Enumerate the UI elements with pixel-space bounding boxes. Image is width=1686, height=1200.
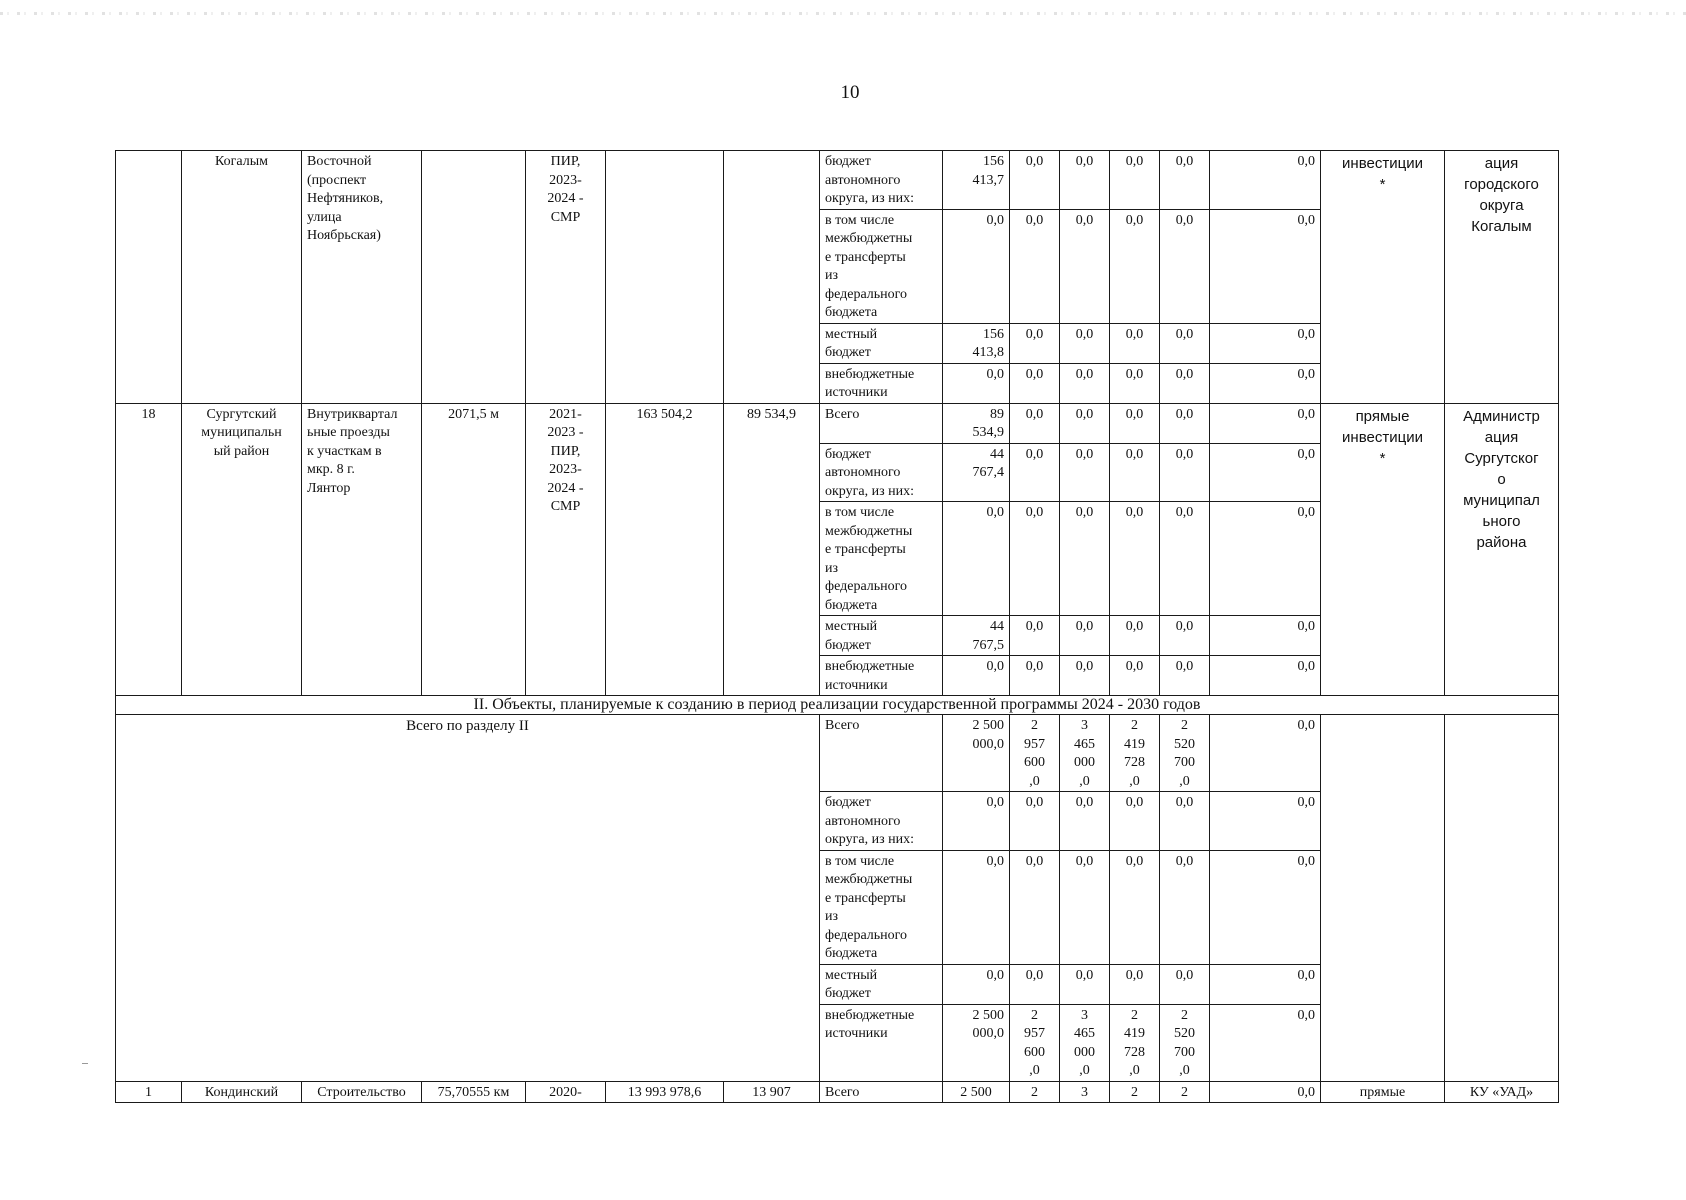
cell-year5: 0,0 <box>1210 323 1321 363</box>
cell-year3: 0,0 <box>1110 964 1160 1004</box>
cell-year2: 0,0 <box>1060 209 1110 323</box>
cell-total: 156 413,8 <box>943 323 1010 363</box>
cell-customer: КУ «УАД» <box>1445 1081 1559 1103</box>
cell-source: в том числе межбюджетны е трансферты из федерального бюджета <box>820 209 943 323</box>
cell-year4: 0,0 <box>1160 403 1210 443</box>
cell-year2: 3 <box>1060 1081 1110 1103</box>
cell-total: 44 767,4 <box>943 443 1010 502</box>
cell-estimate <box>606 151 724 404</box>
cell-year2: 0,0 <box>1060 964 1110 1004</box>
cell-total: 44 767,5 <box>943 616 1010 656</box>
cell-year3: 2 419 728 ,0 <box>1110 715 1160 792</box>
cell-year5: 0,0 <box>1210 502 1321 616</box>
cell-year3: 0,0 <box>1110 792 1160 851</box>
cell-num <box>116 151 182 404</box>
cell-year1: 0,0 <box>1010 323 1060 363</box>
cell-year2: 0,0 <box>1060 616 1110 656</box>
cell-year5: 0,0 <box>1210 403 1321 443</box>
cell-num: 1 <box>116 1081 182 1103</box>
cell-year4: 2 520 700 ,0 <box>1160 1004 1210 1081</box>
cell-mechanism: прямые инвестиции * <box>1321 403 1445 696</box>
table-row <box>116 715 1559 792</box>
cell-year5: 0,0 <box>1210 209 1321 323</box>
cell-year5: 0,0 <box>1210 715 1321 792</box>
section-title: II. Объекты, планируемые к созданию в период реализации государственной программы 2024 - 2030 годов <box>116 696 1559 715</box>
cell-year4: 0,0 <box>1160 323 1210 363</box>
table-row <box>116 151 1559 210</box>
page-number: 10 <box>840 82 860 103</box>
cell-mechanism: прямые <box>1321 1081 1445 1103</box>
cell-year4: 0,0 <box>1160 792 1210 851</box>
cell-year1: 0,0 <box>1010 151 1060 210</box>
cell-total: 2 500 <box>943 1081 1010 1103</box>
cell-year3: 0,0 <box>1110 616 1160 656</box>
cell-source: внебюджетные источники <box>820 1004 943 1081</box>
cell-municipality: Сургутский муниципальн ый район <box>182 403 302 696</box>
cell-year1: 0,0 <box>1010 502 1060 616</box>
cell-year2: 0,0 <box>1060 403 1110 443</box>
cell-source: Всего <box>820 1081 943 1103</box>
cell-year4: 0,0 <box>1160 850 1210 964</box>
cell-year3: 0,0 <box>1110 850 1160 964</box>
cell-stage: 2021- 2023 - ПИР, 2023- 2024 - СМР <box>526 403 606 696</box>
cell-year2: 0,0 <box>1060 363 1110 403</box>
cell-year1: 0,0 <box>1010 792 1060 851</box>
cell-source: в том числе межбюджетны е трансферты из федерального бюджета <box>820 850 943 964</box>
cell-source: внебюджетные источники <box>820 363 943 403</box>
cell-year1: 2 957 600 ,0 <box>1010 1004 1060 1081</box>
cell-total: 0,0 <box>943 363 1010 403</box>
cell-mechanism: инвестиции * <box>1321 151 1445 404</box>
section-total-label: Всего по разделу II <box>116 715 820 1082</box>
cell-source: Всего <box>820 403 943 443</box>
cell-year4: 0,0 <box>1160 616 1210 656</box>
cell-year3: 0,0 <box>1110 403 1160 443</box>
scan-speck <box>82 1063 88 1064</box>
cell-year3: 0,0 <box>1110 443 1160 502</box>
cell-source: бюджет автономного округа, из них: <box>820 151 943 210</box>
cell-source: местный бюджет <box>820 964 943 1004</box>
cell-stage: 2020- <box>526 1081 606 1103</box>
cell-object: Восточной (проспект Нефтяников, улица Ноябрьская) <box>302 151 422 404</box>
cell-year4: 0,0 <box>1160 363 1210 403</box>
cell-mechanism <box>1321 715 1445 1082</box>
cell-year5: 0,0 <box>1210 616 1321 656</box>
cell-year4: 0,0 <box>1160 151 1210 210</box>
cell-year1: 0,0 <box>1010 616 1060 656</box>
cell-year5: 0,0 <box>1210 1081 1321 1103</box>
cell-year2: 3 465 000 ,0 <box>1060 1004 1110 1081</box>
cell-total: 2 500 000,0 <box>943 1004 1010 1081</box>
cell-year1: 0,0 <box>1010 443 1060 502</box>
table-row <box>116 403 1559 443</box>
cell-year2: 0,0 <box>1060 443 1110 502</box>
cell-year5: 0,0 <box>1210 443 1321 502</box>
cell-total: 0,0 <box>943 964 1010 1004</box>
cell-year3: 0,0 <box>1110 656 1160 696</box>
cell-year2: 0,0 <box>1060 502 1110 616</box>
cell-year1: 0,0 <box>1010 403 1060 443</box>
cell-year3: 2 <box>1110 1081 1160 1103</box>
cell-year1: 0,0 <box>1010 964 1060 1004</box>
cell-year5: 0,0 <box>1210 964 1321 1004</box>
cell-municipality: Кондинский <box>182 1081 302 1103</box>
cell-year5: 0,0 <box>1210 151 1321 210</box>
cell-municipality: Когалым <box>182 151 302 404</box>
cell-remaining: 89 534,9 <box>724 403 820 696</box>
cell-total: 0,0 <box>943 502 1010 616</box>
cell-object: Строительство <box>302 1081 422 1103</box>
cell-source: бюджет автономного округа, из них: <box>820 443 943 502</box>
cell-num: 18 <box>116 403 182 696</box>
cell-total: 2 500 000,0 <box>943 715 1010 792</box>
cell-year1: 2 <box>1010 1081 1060 1103</box>
cell-year4: 0,0 <box>1160 964 1210 1004</box>
investment-objects-table <box>115 150 1559 1103</box>
cell-year5: 0,0 <box>1210 792 1321 851</box>
cell-year5: 0,0 <box>1210 850 1321 964</box>
cell-remaining <box>724 151 820 404</box>
cell-source: местный бюджет <box>820 616 943 656</box>
cell-year1: 0,0 <box>1010 363 1060 403</box>
cell-year4: 0,0 <box>1160 656 1210 696</box>
cell-year3: 0,0 <box>1110 502 1160 616</box>
cell-year2: 0,0 <box>1060 151 1110 210</box>
cell-source: местный бюджет <box>820 323 943 363</box>
cell-year5: 0,0 <box>1210 363 1321 403</box>
cell-estimate: 163 504,2 <box>606 403 724 696</box>
cell-customer: Администр ация Сургутског о муниципал ьного района <box>1445 403 1559 696</box>
cell-year2: 0,0 <box>1060 656 1110 696</box>
cell-year1: 0,0 <box>1010 209 1060 323</box>
cell-year3: 0,0 <box>1110 363 1160 403</box>
cell-capacity: 75,70555 км <box>422 1081 526 1103</box>
cell-total: 0,0 <box>943 656 1010 696</box>
cell-year1: 0,0 <box>1010 656 1060 696</box>
cell-year1: 2 957 600 ,0 <box>1010 715 1060 792</box>
cell-capacity <box>422 151 526 404</box>
cell-remaining: 13 907 <box>724 1081 820 1103</box>
cell-year2: 0,0 <box>1060 850 1110 964</box>
section-header-row <box>116 696 1559 715</box>
cell-object: Внутриквартал ьные проезды к участкам в мкр. 8 г. Лянтор <box>302 403 422 696</box>
cell-year5: 0,0 <box>1210 656 1321 696</box>
cell-year1: 0,0 <box>1010 850 1060 964</box>
cell-customer <box>1445 715 1559 1082</box>
cell-year4: 0,0 <box>1160 209 1210 323</box>
cell-total: 0,0 <box>943 792 1010 851</box>
cell-year2: 0,0 <box>1060 323 1110 363</box>
cell-source: Всего <box>820 715 943 792</box>
cell-total: 89 534,9 <box>943 403 1010 443</box>
cell-total: 156 413,7 <box>943 151 1010 210</box>
cell-year3: 0,0 <box>1110 209 1160 323</box>
cell-stage: ПИР, 2023- 2024 - СМР <box>526 151 606 404</box>
cell-total: 0,0 <box>943 209 1010 323</box>
cell-year4: 0,0 <box>1160 443 1210 502</box>
cell-year5: 0,0 <box>1210 1004 1321 1081</box>
cell-source: внебюджетные источники <box>820 656 943 696</box>
cell-year2: 3 465 000 ,0 <box>1060 715 1110 792</box>
cell-year3: 2 419 728 ,0 <box>1110 1004 1160 1081</box>
cell-year4: 2 <box>1160 1081 1210 1103</box>
cell-year4: 2 520 700 ,0 <box>1160 715 1210 792</box>
table-row <box>116 1081 1559 1103</box>
cell-total: 0,0 <box>943 850 1010 964</box>
cell-year2: 0,0 <box>1060 792 1110 851</box>
cell-customer: ация городского округа Когалым <box>1445 151 1559 404</box>
cell-source: в том числе межбюджетны е трансферты из федерального бюджета <box>820 502 943 616</box>
cell-year3: 0,0 <box>1110 151 1160 210</box>
cell-source: бюджет автономного округа, из них: <box>820 792 943 851</box>
cell-estimate: 13 993 978,6 <box>606 1081 724 1103</box>
cell-capacity: 2071,5 м <box>422 403 526 696</box>
cell-year3: 0,0 <box>1110 323 1160 363</box>
cell-year4: 0,0 <box>1160 502 1210 616</box>
scan-noise <box>0 12 1686 15</box>
